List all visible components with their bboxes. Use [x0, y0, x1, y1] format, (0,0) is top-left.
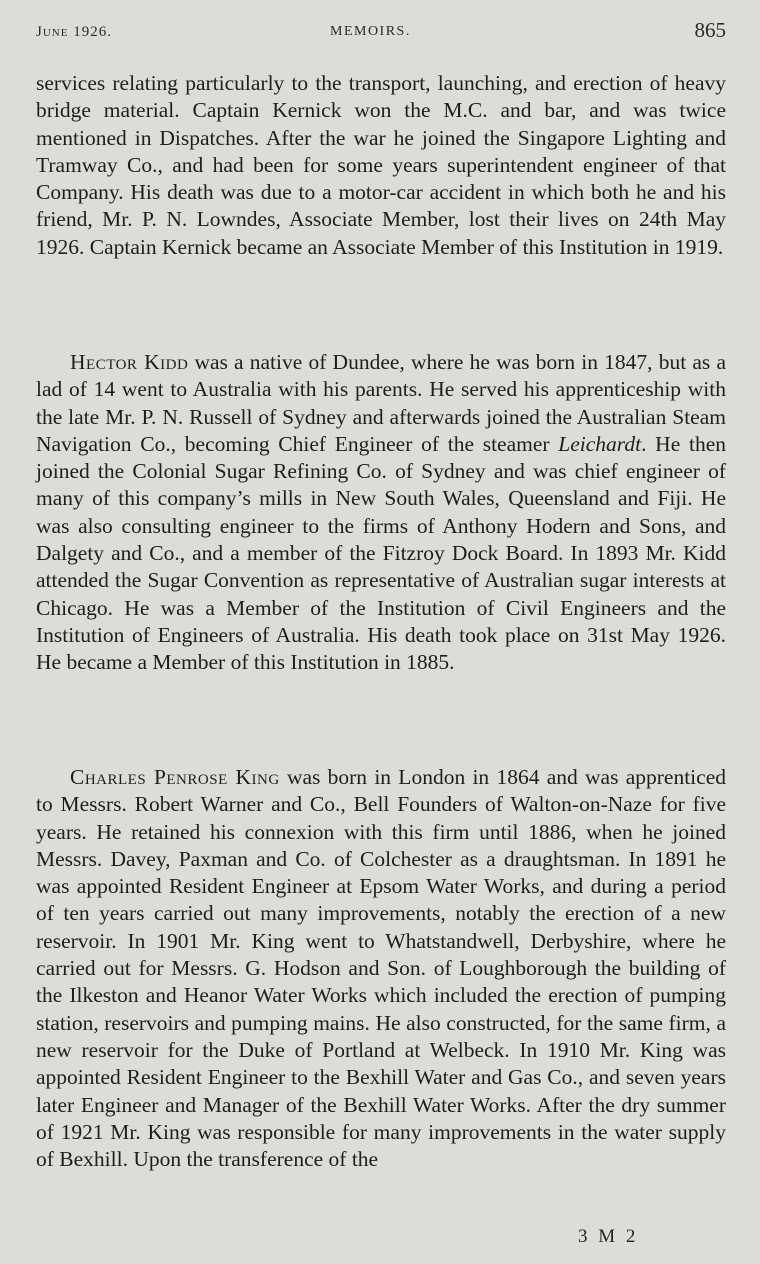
memoir-text: was born in London in 1864 and was apprenticed to Messrs. Robert Warner and Co., Bell Founders of Walton-on-Naze for five years. He retained his connexion with this firm until 1886, when he joined Messrs. Davey, Paxman and Co. of Colchester as a draughtsman. In 1891 he was appointed Resident Engineer at Epsom Water Works, and during a period of ten years carried out many improvements, notably the erection of a new reservoir. In 1901 Mr. King went to Whatstandwell, Derbyshire, where he carried out for Messrs. G. Hodson and Son. of Loughborough the building of the Ilkeston and Heanor Water Works which included the erection of pumping station, reservoirs and pumping mains. He also constructed, for the same firm, a new reservoir for the Duke of Portland at Welbeck. In 1910 Mr. King was appointed Resident Engineer to the Bexhill Water and Gas Co., and seven years later Engineer and Manager of the Bexhill Water Works. After the dry summer of 1921 Mr. King was responsible for many improvements in the water supply of Bexhill. Upon the transference of the: [36, 765, 726, 1172]
running-date: June 1926.: [36, 24, 112, 40]
running-title: MEMOIRS.: [330, 24, 411, 39]
memoir-hector-kidd: [36, 349, 726, 677]
memoir-paragraph: [36, 349, 726, 677]
printer-signature-mark: 3 M 2: [578, 1226, 639, 1247]
memoir-charles-penrose-king: [36, 764, 726, 1173]
memoir-paragraph: [36, 764, 726, 1173]
running-header: [36, 18, 726, 48]
memoir-text: was a native of Dundee, where he was born in 1847, but as a lad of 14 went to Australia with his parents. He served his apprenticeship with the late Mr. P. N. Russell of Sydney and afterwards joined the Australian Steam Navigation Co., becoming Chief Engineer of the steamer: [36, 350, 726, 456]
memoir-name: Charles Penrose King: [70, 765, 280, 789]
ship-name: Leichardt: [558, 431, 642, 456]
memoir-paragraph: services relating particularly to the transport, launching, and erection of heavy bridge material. Captain Kernick won the M.C. and bar, and was twice mentioned in Dispatches. After the war he joined the Singapore Lighting and Tramway Co., and had been for some years superintendent engineer of that Company. His death was due to a motor-car accident in which both he and his friend, Mr. P. N. Lowndes, Associate Member, lost their lives on 24th May 1926. Captain Kernick became an Associate Member of this Institution in 1919.: [36, 71, 726, 259]
memoir-name: Hector Kidd: [70, 350, 189, 374]
memoir-text: . He then joined the Colonial Sugar Refining Co. of Sydney and was chief engineer of many of this company’s mills in New South Wales, Queensland and Fiji. He was also consulting engineer to the firms of Anthony Hodern and Sons, and Dalgety and Co., and a member of the Fitzroy Dock Board. In 1893 Mr. Kidd attended the Sugar Convention as representative of Australian sugar interests at Chicago. He was a Member of the Institution of Civil Engineers and the Institution of Engineers of Australia. His death took place on 31st May 1926. He became a Member of this Institution in 1885.: [36, 431, 726, 675]
memoir-kernick-continued: [36, 70, 726, 261]
page-number: 865: [694, 18, 726, 42]
